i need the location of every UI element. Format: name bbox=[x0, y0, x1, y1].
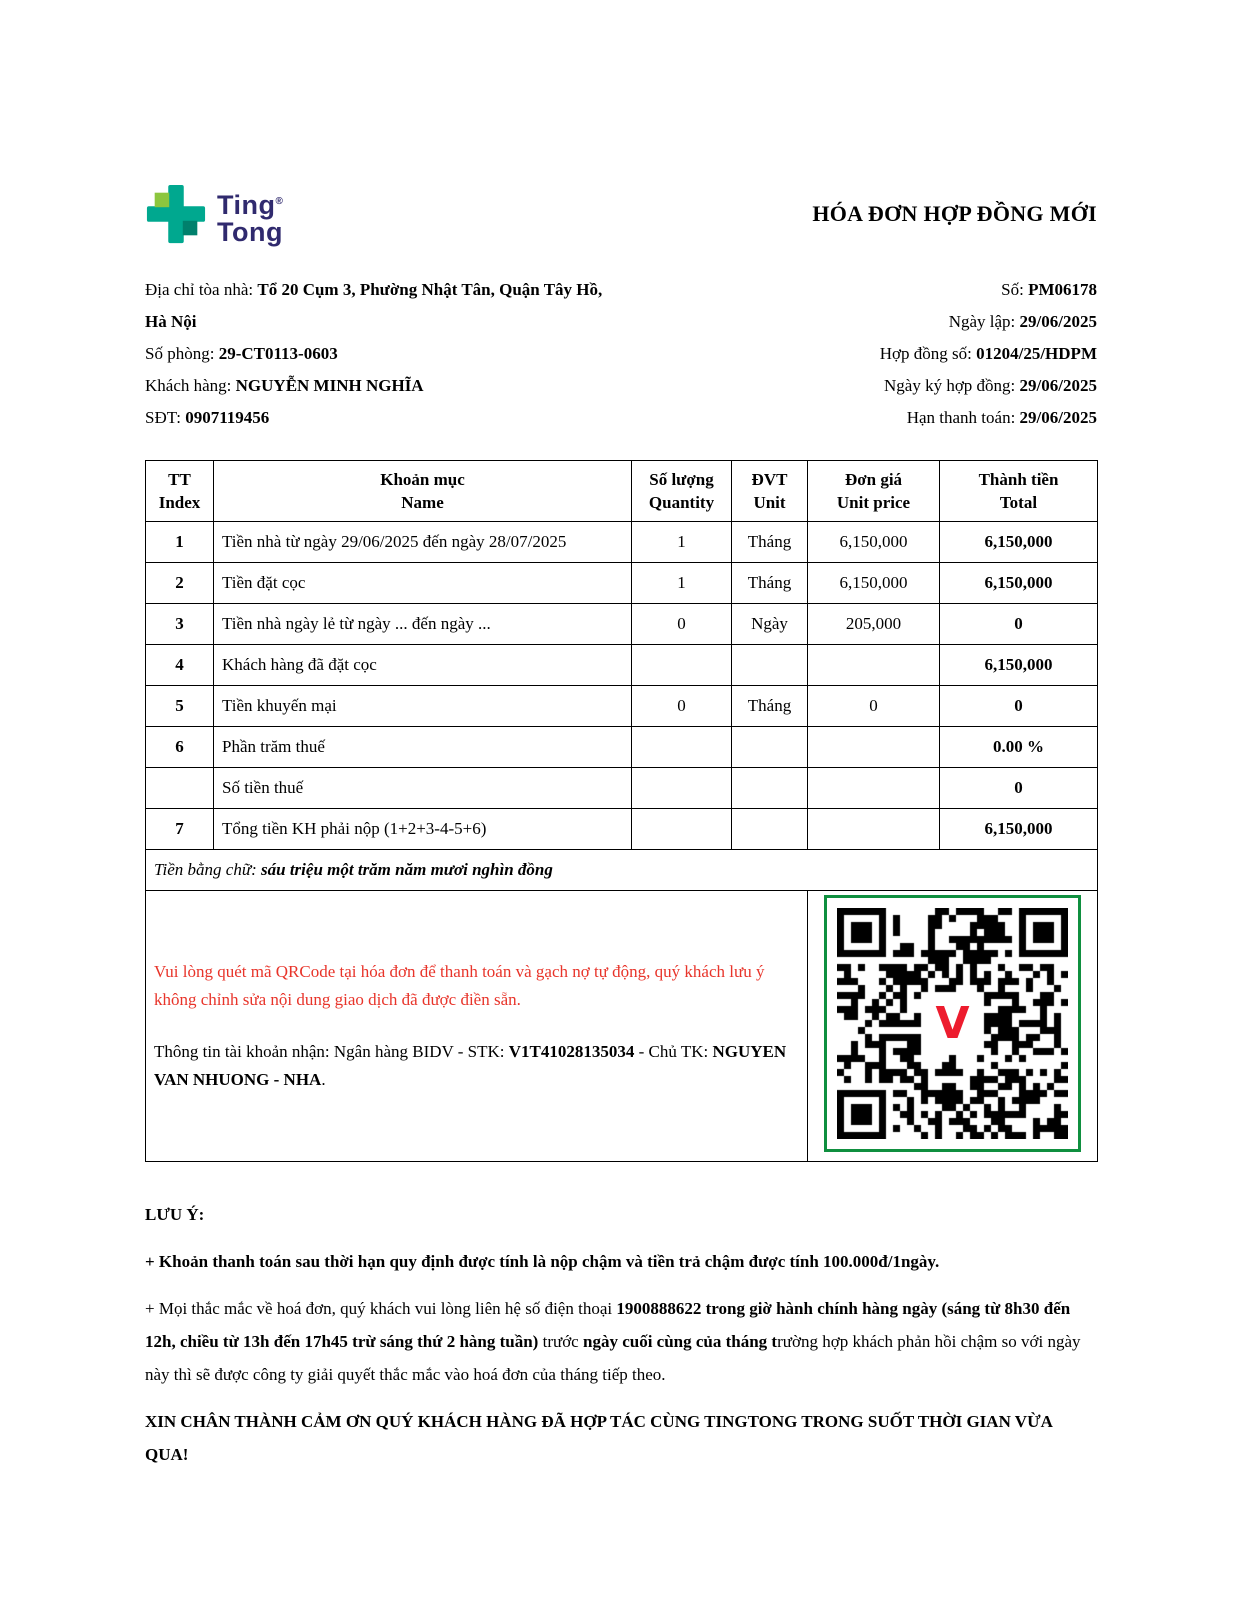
page-title: HÓA ĐƠN HỢP ĐỒNG MỚI bbox=[812, 201, 1097, 226]
cell-unit-price bbox=[808, 727, 940, 768]
table-row bbox=[146, 809, 1098, 850]
cell-quantity bbox=[632, 809, 732, 850]
col-header-unit-price: Đơn giá Unit price bbox=[808, 461, 940, 522]
invoice-number: Số: PM06178 bbox=[1001, 280, 1097, 299]
customer-phone: SĐT: 0907119456 bbox=[145, 408, 270, 427]
cell-index: 1 bbox=[146, 522, 214, 563]
cell-name: Tiền nhà từ ngày 29/06/2025 đến ngày 28/07/2025 bbox=[214, 522, 632, 563]
header bbox=[145, 183, 1097, 250]
qr-code bbox=[824, 895, 1081, 1152]
col-header-unit: ĐVT Unit bbox=[732, 461, 808, 522]
amount-in-words bbox=[146, 850, 1098, 891]
cell-unit-price: 205,000 bbox=[808, 604, 940, 645]
cell-unit-price: 0 bbox=[808, 686, 940, 727]
cell-index: 7 bbox=[146, 809, 214, 850]
cell-quantity: 0 bbox=[632, 686, 732, 727]
table-row bbox=[146, 686, 1098, 727]
registered-mark-icon: ® bbox=[275, 195, 284, 207]
table-row bbox=[146, 768, 1098, 809]
qr-payment-note: Vui lòng quét mã QRCode tại hóa đơn để thanh toán và gạch nợ tự động, quý khách lưu ý không chỉnh sửa nội dung giao dịch đã được điền sẵn. bbox=[154, 962, 765, 1009]
cell-total: 0 bbox=[940, 686, 1098, 727]
cell-quantity bbox=[632, 768, 732, 809]
contract-number: Hợp đồng số: 01204/25/HDPM bbox=[879, 344, 1097, 363]
room-number: Số phòng: 29-CT0113-0603 bbox=[145, 344, 338, 363]
cell-name: Tiền đặt cọc bbox=[214, 563, 632, 604]
cell-unit bbox=[732, 645, 808, 686]
cell-name: Tổng tiền KH phải nộp (1+2+3-4-5+6) bbox=[214, 809, 632, 850]
cell-index: 4 bbox=[146, 645, 214, 686]
note-late-payment: + Khoản thanh toán sau thời hạn quy định được tính là nộp chậm và tiền trả chậm được tính 100.000đ/1ngày. bbox=[145, 1252, 940, 1271]
cell-total: 0 bbox=[940, 604, 1098, 645]
col-header-total: Thành tiền Total bbox=[940, 461, 1098, 522]
qr-cell bbox=[808, 891, 1098, 1162]
note-thanks: XIN CHÂN THÀNH CẢM ƠN QUÝ KHÁCH HÀNG ĐÃ HỢP TÁC CÙNG TINGTONG TRONG SUỐT THỜI GIAN VỪA QUA! bbox=[145, 1412, 1052, 1464]
tingtong-logo bbox=[145, 183, 283, 250]
vietqr-v-icon: V bbox=[925, 998, 981, 1050]
cell-index: 2 bbox=[146, 563, 214, 604]
building-address-line1: Địa chỉ tòa nhà: Tổ 20 Cụm 3, Phường Nhật Tân, Quận Tây Hồ, bbox=[145, 280, 603, 299]
cell-total: 0 bbox=[940, 768, 1098, 809]
amount-in-words-value: sáu triệu một trăm năm mươi nghìn đồng bbox=[261, 860, 553, 879]
cell-total: 6,150,000 bbox=[940, 809, 1098, 850]
cell-index: 5 bbox=[146, 686, 214, 727]
cell-unit-price bbox=[808, 645, 940, 686]
cell-unit-price bbox=[808, 809, 940, 850]
issue-date: Ngày lập: 29/06/2025 bbox=[948, 312, 1097, 331]
cell-unit-price: 6,150,000 bbox=[808, 522, 940, 563]
col-header-index: TT Index bbox=[146, 461, 214, 522]
cell-total: 6,150,000 bbox=[940, 645, 1098, 686]
cell-unit bbox=[732, 727, 808, 768]
cell-unit: Tháng bbox=[732, 522, 808, 563]
payment-row bbox=[146, 891, 1098, 1162]
table-row bbox=[146, 604, 1098, 645]
cell-total: 6,150,000 bbox=[940, 522, 1098, 563]
table-row bbox=[146, 522, 1098, 563]
cell-unit bbox=[732, 809, 808, 850]
cell-quantity: 0 bbox=[632, 604, 732, 645]
cell-unit-price bbox=[808, 768, 940, 809]
cell-index bbox=[146, 768, 214, 809]
cell-name: Tiền khuyến mại bbox=[214, 686, 632, 727]
cell-unit: Tháng bbox=[732, 686, 808, 727]
cell-index: 3 bbox=[146, 604, 214, 645]
cell-index: 6 bbox=[146, 727, 214, 768]
col-header-quantity: Số lượng Quantity bbox=[632, 461, 732, 522]
building-address-line2: Hà Nội bbox=[145, 312, 197, 331]
note-contact: + Mọi thắc mắc về hoá đơn, quý khách vui lòng liên hệ số điện thoại 1900888622 trong giờ hành chính hàng ngày (sáng từ 8h30 đến 12h, chiều từ 13h đến 17h45 trừ sáng thứ 2 hàng tuần) trước ngày cuối cùng của tháng trường hợp khách phản hồi chậm so với ngày này thì sẽ được công ty giải quyết thắc mắc vào hoá đơn của tháng tiếp theo. bbox=[145, 1299, 1081, 1384]
invoice-table bbox=[145, 460, 1098, 1162]
tingtong-logo-text: Ting® Tong bbox=[217, 189, 284, 247]
table-row bbox=[146, 563, 1098, 604]
account-info: Thông tin tài khoản nhận: Ngân hàng BIDV - STK: V1T41028135034 - Chủ TK: NGUYEN VAN NHUONG - NHA. bbox=[154, 1042, 787, 1089]
notes-section bbox=[145, 1198, 1097, 1471]
amount-in-words-row bbox=[146, 850, 1098, 891]
cell-total: 0.00 % bbox=[940, 727, 1098, 768]
cell-name: Phần trăm thuế bbox=[214, 727, 632, 768]
cell-quantity: 1 bbox=[632, 522, 732, 563]
cell-unit bbox=[732, 768, 808, 809]
payment-due-date: Hạn thanh toán: 29/06/2025 bbox=[906, 408, 1097, 427]
info-right bbox=[880, 274, 1097, 434]
contract-sign-date: Ngày ký hợp đồng: 29/06/2025 bbox=[884, 376, 1097, 395]
cell-total: 6,150,000 bbox=[940, 563, 1098, 604]
table-header-row bbox=[146, 461, 1098, 522]
table-row bbox=[146, 727, 1098, 768]
amount-in-words-label: Tiền bằng chữ: bbox=[154, 860, 262, 879]
info-section bbox=[145, 274, 1097, 434]
cell-unit: Tháng bbox=[732, 563, 808, 604]
cell-quantity bbox=[632, 645, 732, 686]
table-row bbox=[146, 645, 1098, 686]
col-header-name: Khoản mục Name bbox=[214, 461, 632, 522]
cell-name: Tiền nhà ngày lẻ từ ngày ... đến ngày ... bbox=[214, 604, 632, 645]
cell-name: Số tiền thuế bbox=[214, 768, 632, 809]
cell-unit: Ngày bbox=[732, 604, 808, 645]
cell-unit-price: 6,150,000 bbox=[808, 563, 940, 604]
info-left bbox=[145, 274, 602, 434]
payment-instructions-cell bbox=[146, 891, 808, 1162]
cell-name: Khách hàng đã đặt cọc bbox=[214, 645, 632, 686]
cell-quantity: 1 bbox=[632, 563, 732, 604]
notes-heading: LƯU Ý: bbox=[145, 1205, 205, 1224]
tingtong-logo-icon bbox=[145, 183, 207, 250]
cell-quantity bbox=[632, 727, 732, 768]
customer-name: Khách hàng: NGUYỄN MINH NGHĨA bbox=[145, 376, 424, 395]
